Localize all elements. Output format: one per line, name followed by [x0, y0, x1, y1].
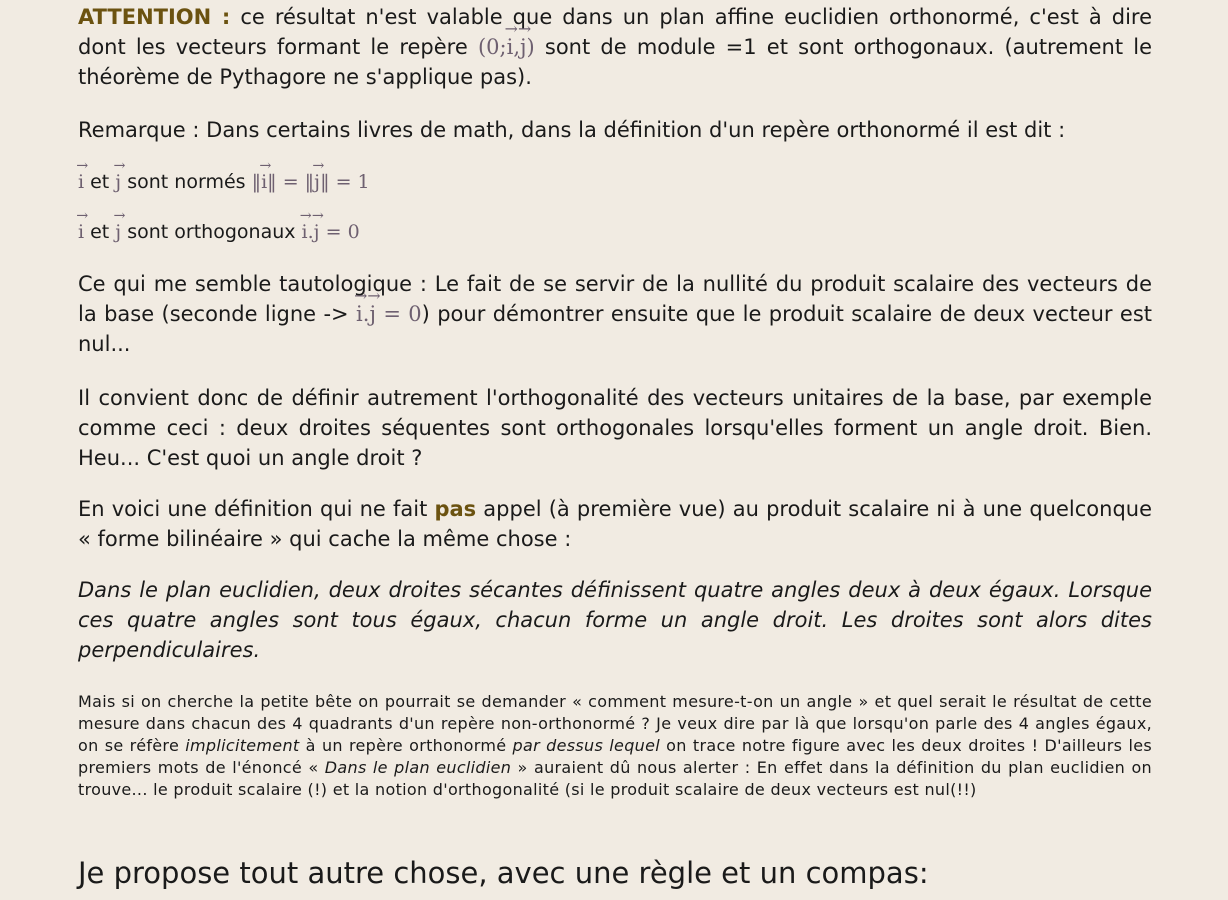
vector-i: → i [78, 219, 84, 245]
attention-text-a: ce résultat n'est valable que dans un plan affine euclidien orthonormé, c'est à dire dont les vecteurs formant le repère [78, 5, 1153, 59]
petite-bete-text-c: on trace notre figure avec les deux droites ! D'ailleurs les premiers mots de l'énoncé « [78, 736, 1152, 777]
attention-text-b: sont de module =1 et sont orthogonaux. (autrement le théorème de Pythagore ne s'applique pas). [78, 35, 1152, 89]
tautologie-paragraph [78, 269, 1152, 359]
vector-j: → j [115, 219, 121, 245]
norm-bar-b: ‖ = ‖ [267, 171, 315, 193]
emphasis-par-dessus: par dessus lequel [512, 736, 660, 755]
dot-product-formula [302, 221, 360, 243]
ortho-label: sont orthogonaux [121, 221, 302, 243]
tautologie-text-a: Ce qui me semble tautologique : Le fait de se servir de la nullité du produit scalaire des vecteurs de la base (seconde ligne -> [78, 272, 1152, 326]
definition-intro-paragraph [78, 494, 1152, 554]
vector-j: → j [369, 299, 376, 329]
vector-j: → j [314, 169, 320, 195]
pas-keyword: pas [434, 497, 477, 521]
petite-bete-paragraph [78, 691, 1152, 801]
normes-line [78, 169, 1152, 195]
attention-keyword: ATTENTION : [78, 5, 231, 29]
emphasis-plan-euclidien: Dans le plan euclidien [324, 758, 512, 777]
petite-bete-text-a: Mais si on cherche la petite bête on pourrait se demander « comment mesure-t-on un angle » et quel serait le résultat de cette mesure dans chacun des 4 quadrants d'un repère non-orthonormé ? Je veux dire par là que lorsqu'on parle des 4 angles égaux, on se réfère [78, 692, 1152, 755]
norm-bar-a: ‖ [251, 171, 262, 193]
vector-i: → i [507, 32, 514, 62]
vector-i: → i [356, 299, 363, 329]
norm-bar-c: ‖ = 1 [320, 171, 370, 193]
petite-bete-text-b: à un repère orthonormé [299, 736, 513, 755]
petite-bete-text-d: » auraient dû nous alerter : En effet dans la définition du plan euclidien on trouve... le produit scalaire (!) et la notion d'orthogonalité (si le produit scalaire de deux vecteurs est nul(!!) [78, 758, 1152, 799]
ortho-line [78, 219, 1152, 245]
vector-j: → j [314, 219, 320, 245]
repere-close: ) [526, 35, 535, 59]
normes-label: sont normés [121, 171, 252, 193]
repere-formula [478, 35, 535, 59]
vector-j: → j [520, 32, 527, 62]
definition-intro-text-b: appel (à première vue) au produit scalaire ni à une quelconque « forme bilinéaire » qui cache la même chose : [78, 497, 1153, 551]
equals-zero: = 0 [375, 302, 422, 326]
dot-symbol: . [362, 302, 370, 326]
propose-heading: Je propose tout autre chose, avec une règle et un compas: [78, 856, 929, 890]
emphasis-implicitement: implicitement [185, 736, 300, 755]
normes-et: et [84, 171, 116, 193]
vector-i: → i [261, 169, 267, 195]
ortho-et: et [84, 221, 116, 243]
remarque-paragraph: Remarque : Dans certains livres de math, dans la définition d'un repère orthonormé il est dit : [78, 118, 1066, 142]
definition-intro-text-a: En voici une définition qui ne fait [78, 497, 435, 521]
norm-formula [252, 171, 370, 193]
vector-j: → j [115, 169, 121, 195]
definition-quote: Dans le plan euclidien, deux droites sécantes définissent quatre angles deux à deux égaux. Lorsque ces quatre angles sont tous égaux, chacun forme un angle droit. Les droites sont alors dites perpendiculaires. [78, 578, 1152, 662]
equals-zero: = 0 [319, 221, 360, 243]
tautologie-text-b: ) pour démontrer ensuite que le produit scalaire de deux vecteur est nul... [78, 302, 1153, 356]
dot-symbol: . [307, 221, 314, 243]
vector-i: → i [78, 169, 84, 195]
convient-paragraph: Il convient donc de définir autrement l'orthogonalité des vecteurs unitaires de la base, par exemple comme ceci : deux droites séquentes sont orthogonales lorsqu'elles forment un angle droit. Bien. Heu... C'est quoi un angle droit ? [78, 386, 1152, 470]
repere-open: (0; [477, 35, 507, 59]
attention-paragraph [78, 2, 1152, 92]
dot-product-formula [356, 302, 422, 326]
repere-comma: , [513, 35, 520, 59]
vector-i: → i [302, 219, 308, 245]
